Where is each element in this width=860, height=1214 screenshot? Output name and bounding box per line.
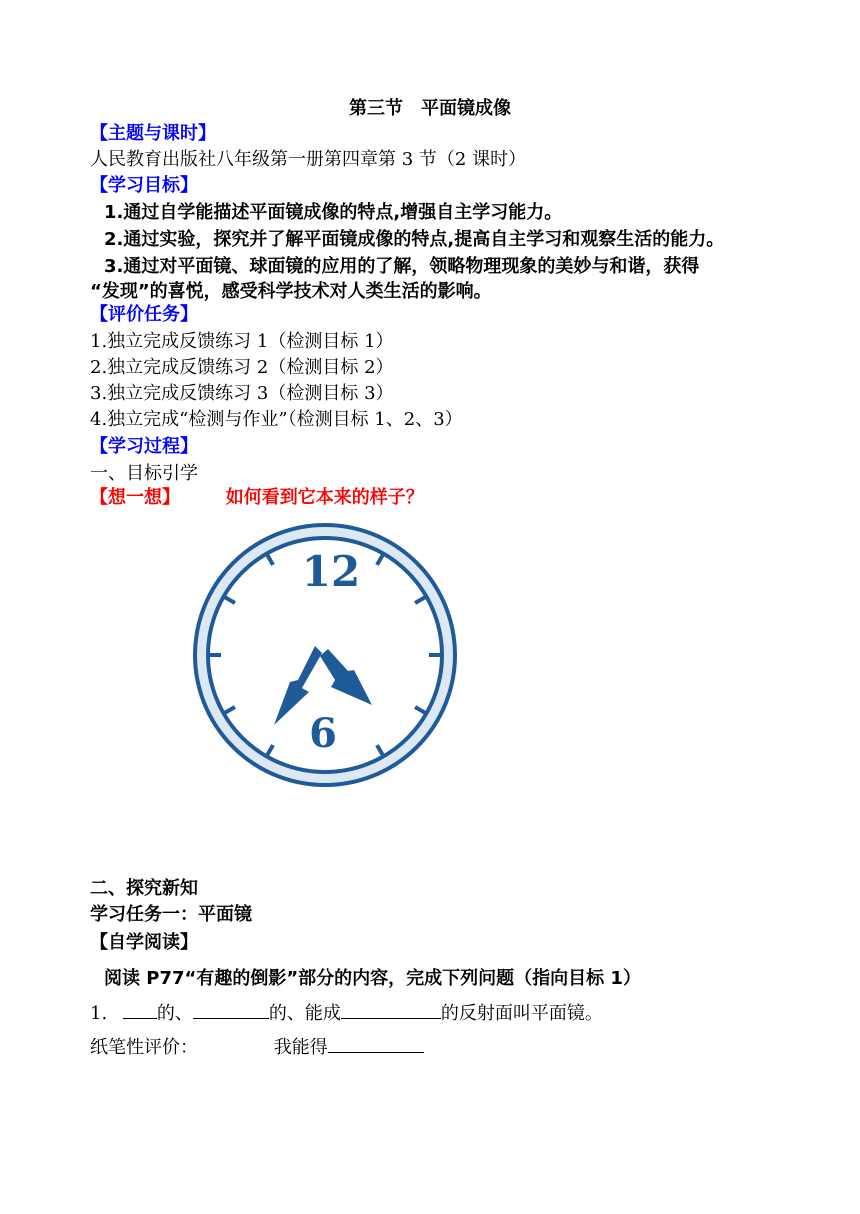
- goal-item-3-line2: “发现”的喜悦，感受科学技术对人类生活的影响。: [90, 281, 492, 302]
- section-1-title: 一、目标引学: [90, 463, 198, 484]
- goals-heading: 【学习目标】: [90, 175, 198, 196]
- evaluation-item-1: 1.独立完成反馈练习 1（检测目标 1）: [90, 331, 394, 352]
- process-heading: 【学习过程】: [90, 436, 198, 457]
- think-question: 如何看到它本来的样子？: [225, 487, 424, 508]
- self-evaluation-text: 我能得: [273, 1037, 328, 1058]
- theme-text: 人民教育出版社八年级第一册第四章第 3 节（2 课时）: [90, 149, 527, 170]
- think-row: [90, 485, 424, 511]
- question-1: [90, 1000, 603, 1027]
- clock-label-12: 12: [301, 547, 361, 596]
- page-title: 第三节 平面镜成像: [349, 98, 511, 119]
- question-1-part-2: 的、能成: [268, 1003, 341, 1024]
- goal-item-2: 2.通过实验，探究并了解平面镜成像的特点,提高自主学习和观察生活的能力。: [104, 229, 725, 250]
- self-evaluation-label: 纸笔性评价：: [90, 1037, 198, 1058]
- section-2-title: 二、探究新知: [90, 878, 198, 899]
- task-1-title: 学习任务一：平面镜: [90, 904, 252, 925]
- question-1-part-3: 的反射面叫平面镜。: [440, 1003, 603, 1024]
- blank-3[interactable]: [341, 1000, 441, 1019]
- reading-text: 阅读 P77“有趣的倒影”部分的内容，完成下列问题（指向目标 1）: [104, 968, 641, 989]
- blank-1[interactable]: [123, 1000, 157, 1019]
- evaluation-heading: 【评价任务】: [90, 304, 198, 325]
- question-1-number: 1.: [90, 1003, 108, 1024]
- goal-item-3-line1: 3.通过对平面镜、球面镜的应用的了解，领略物理现象的美妙与和谐，获得: [104, 256, 700, 277]
- reading-heading: 【自学阅读】: [90, 932, 198, 953]
- goal-item-1: 1.通过自学能描述平面镜成像的特点,增强自主学习能力。: [104, 202, 563, 223]
- mirrored-clock-image: [190, 520, 460, 790]
- blank-2[interactable]: [193, 1000, 269, 1019]
- evaluation-item-3: 3.独立完成反馈练习 3（检测目标 3）: [90, 383, 394, 404]
- question-1-part-1: 的、: [156, 1003, 193, 1024]
- score-blank[interactable]: [328, 1034, 424, 1053]
- clock-label-6: 6: [309, 710, 337, 757]
- self-evaluation-row: [90, 1034, 424, 1061]
- theme-heading: 【主题与课时】: [90, 123, 216, 144]
- evaluation-item-4: 4.独立完成“检测与作业”（检测目标 1、2、3）: [90, 409, 463, 430]
- think-label: 【想一想】: [90, 487, 180, 508]
- evaluation-item-2: 2.独立完成反馈练习 2（检测目标 2）: [90, 357, 394, 378]
